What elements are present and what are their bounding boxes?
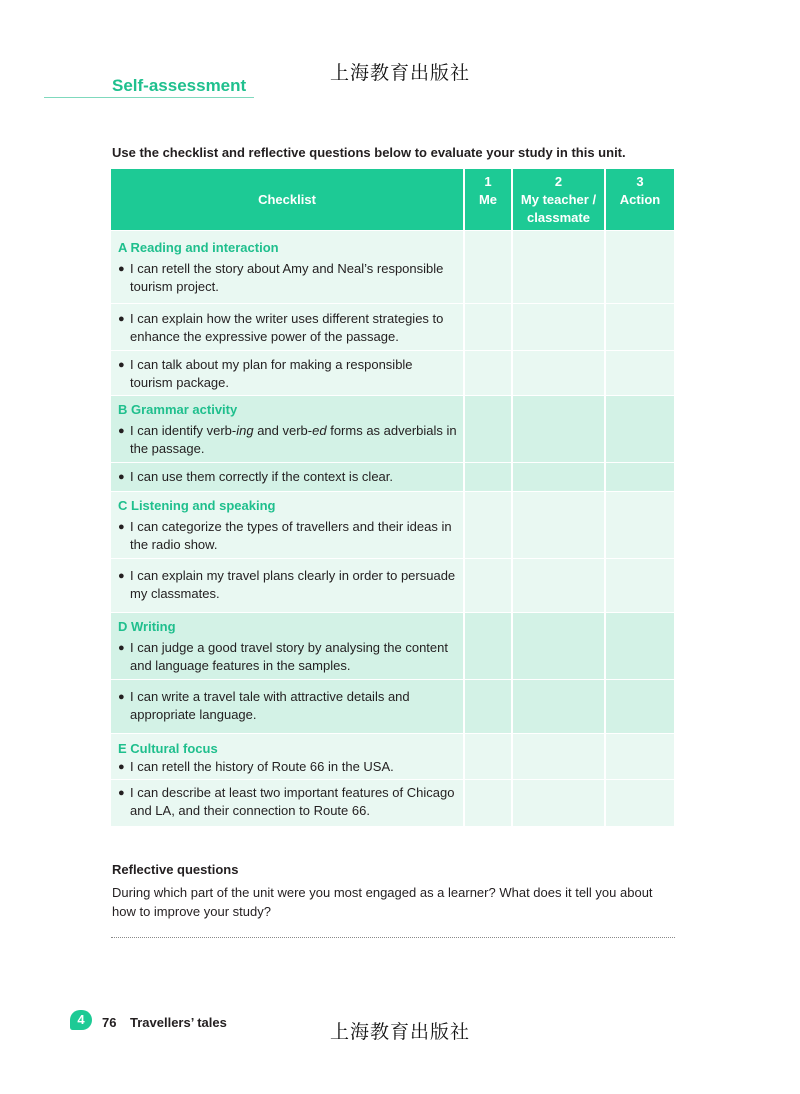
unit-title: Travellers’ tales <box>130 1015 227 1030</box>
answer-line[interactable] <box>111 937 675 938</box>
bullet-icon: ● <box>118 761 125 773</box>
me-checkbox-cell[interactable] <box>464 231 512 304</box>
bullet-icon: ● <box>118 691 125 703</box>
teacher-checkbox-cell[interactable] <box>512 559 605 613</box>
action-checkbox-cell[interactable] <box>605 613 674 680</box>
bullet-icon: ● <box>118 642 125 654</box>
intro-instructions: Use the checklist and reflective questions below to evaluate your study in this unit. <box>112 145 626 160</box>
me-checkbox-cell[interactable] <box>464 463 512 492</box>
teacher-checkbox-cell[interactable] <box>512 351 605 396</box>
bullet-icon: ● <box>118 521 125 533</box>
me-checkbox-cell[interactable] <box>464 351 512 396</box>
action-checkbox-cell[interactable] <box>605 734 674 780</box>
section-heading-grammar: B Grammar activity <box>118 402 238 417</box>
publisher-watermark-top: 上海教育出版社 <box>329 62 470 84</box>
title-underline <box>44 97 254 98</box>
section-heading-reading: A Reading and interaction <box>118 240 279 255</box>
checklist-table <box>111 169 674 826</box>
section-heading-listening: C Listening and speaking <box>118 498 276 513</box>
action-checkbox-cell[interactable] <box>605 304 674 351</box>
checklist-item: I can write a travel tale with attractive details and appropriate language. <box>130 689 410 722</box>
checklist-row <box>111 231 674 304</box>
teacher-checkbox-cell[interactable] <box>512 396 605 463</box>
checklist-row <box>111 734 674 780</box>
checklist-row <box>111 680 674 734</box>
checklist-row <box>111 613 674 680</box>
checklist-item: I can categorize the types of travellers and their ideas in the radio show. <box>130 519 452 552</box>
checklist-item: I can judge a good travel story by analysing the content and language features in the samples. <box>130 640 448 673</box>
table-header-row <box>111 169 674 231</box>
me-checkbox-cell[interactable] <box>464 734 512 780</box>
checklist-item: I can explain my travel plans clearly in order to persuade my classmates. <box>130 568 456 601</box>
section-title: Self-assessment <box>112 76 247 95</box>
header-me: 1 Me <box>464 169 512 231</box>
checklist-item: I can identify verb-ing and verb-ed forms as adverbials in the passage. <box>130 423 457 456</box>
checklist-item: I can describe at least two important features of Chicago and LA, and their connection to Route 66. <box>130 785 455 818</box>
me-checkbox-cell[interactable] <box>464 396 512 463</box>
header-checklist: Checklist <box>111 169 464 231</box>
me-checkbox-cell[interactable] <box>464 680 512 734</box>
teacher-checkbox-cell[interactable] <box>512 492 605 559</box>
action-checkbox-cell[interactable] <box>605 492 674 559</box>
teacher-checkbox-cell[interactable] <box>512 463 605 492</box>
bullet-icon: ● <box>118 787 125 799</box>
page-number: 76 <box>102 1015 117 1030</box>
unit-number-badge: 4 <box>70 1010 92 1030</box>
teacher-checkbox-cell[interactable] <box>512 734 605 780</box>
reflective-questions-text: During which part of the unit were you most engaged as a learner? What does it tell you about how to improve your study? <box>112 885 653 919</box>
bullet-icon: ● <box>118 263 125 275</box>
checklist-item: I can retell the story about Amy and Neal’s responsible tourism project. <box>130 261 444 294</box>
action-checkbox-cell[interactable] <box>605 559 674 613</box>
checklist-row <box>111 351 674 396</box>
me-checkbox-cell[interactable] <box>464 492 512 559</box>
teacher-checkbox-cell[interactable] <box>512 613 605 680</box>
action-checkbox-cell[interactable] <box>605 231 674 304</box>
me-checkbox-cell[interactable] <box>464 780 512 826</box>
action-checkbox-cell[interactable] <box>605 396 674 463</box>
section-heading-writing: D Writing <box>118 619 176 634</box>
action-checkbox-cell[interactable] <box>605 463 674 492</box>
bullet-icon: ● <box>118 570 125 582</box>
teacher-checkbox-cell[interactable] <box>512 680 605 734</box>
header-action: 3 Action <box>605 169 674 231</box>
teacher-checkbox-cell[interactable] <box>512 780 605 826</box>
checklist-row <box>111 396 674 463</box>
header-teacher-classmate: 2 My teacher / classmate <box>512 169 605 231</box>
me-checkbox-cell[interactable] <box>464 613 512 680</box>
checklist-item: I can talk about my plan for making a responsible tourism package. <box>130 357 413 390</box>
checklist-item: I can retell the history of Route 66 in the USA. <box>130 759 394 774</box>
me-checkbox-cell[interactable] <box>464 304 512 351</box>
checklist-row <box>111 559 674 613</box>
checklist-row <box>111 780 674 826</box>
bullet-icon: ● <box>118 471 125 483</box>
section-heading-cultural: E Cultural focus <box>118 741 218 756</box>
bullet-icon: ● <box>118 425 125 437</box>
action-checkbox-cell[interactable] <box>605 351 674 396</box>
checklist-item: I can explain how the writer uses different strategies to enhance the expressive power of the passage. <box>130 311 444 344</box>
action-checkbox-cell[interactable] <box>605 680 674 734</box>
action-checkbox-cell[interactable] <box>605 780 674 826</box>
bullet-icon: ● <box>118 313 125 325</box>
me-checkbox-cell[interactable] <box>464 559 512 613</box>
publisher-watermark-bottom: 上海教育出版社 <box>329 1021 470 1043</box>
teacher-checkbox-cell[interactable] <box>512 231 605 304</box>
checklist-row <box>111 304 674 351</box>
reflective-questions-title: Reflective questions <box>112 862 239 877</box>
checklist-row <box>111 492 674 559</box>
checklist-item: I can use them correctly if the context is clear. <box>130 469 394 484</box>
teacher-checkbox-cell[interactable] <box>512 304 605 351</box>
bullet-icon: ● <box>118 359 125 371</box>
checklist-row <box>111 463 674 492</box>
